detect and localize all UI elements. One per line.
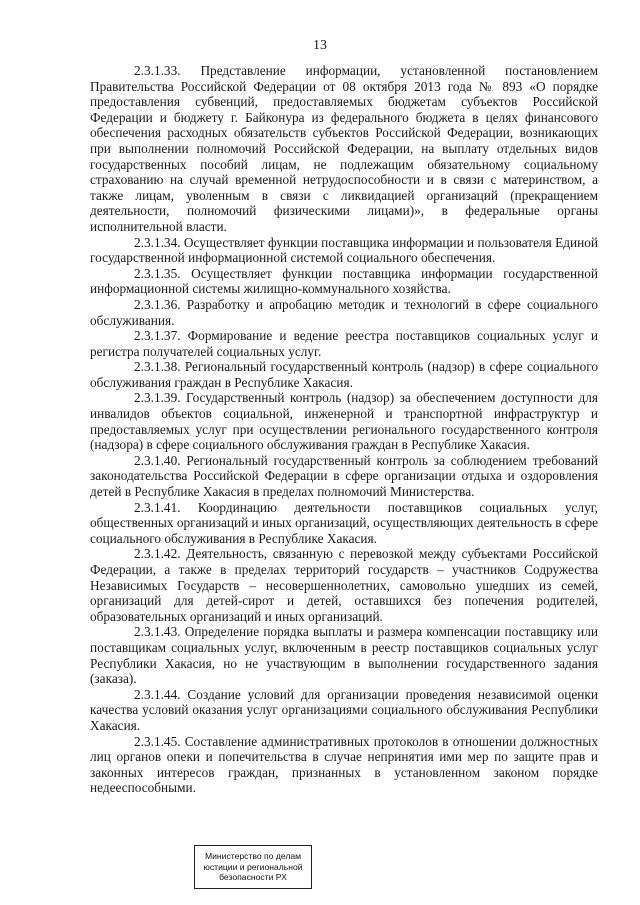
paragraph-2-3-1-41: 2.3.1.41. Координацию деятельности поставщиков социальных услуг, общественных организаций и иных организаций, осуществляющих деятельность в сфере социального обслуживания в Республике Хакасия. bbox=[90, 499, 598, 546]
paragraph-2-3-1-45: 2.3.1.45. Составление административных протоколов в отношении должностных лиц органов опеки и попечительства в случае непринятия ими мер по защите прав и законных интересов граждан, признанных в установленном законом порядке недееспособными. bbox=[90, 733, 598, 796]
stamp-line: Министерство по делам bbox=[204, 851, 302, 862]
document-body bbox=[90, 63, 598, 796]
paragraph-2-3-1-44: 2.3.1.44. Создание условий для организации проведения независимой оценки качества условий оказания услуг организациями социального обслуживания Республики Хакасия. bbox=[90, 686, 598, 733]
paragraph-2-3-1-42: 2.3.1.42. Деятельность, связанную с перевозкой между субъектами Российской Федерации, а также в пределах территорий государств – участников Содружества Независимых Государств – несовершеннолетних, самовольно ушедших из семей, организаций для детей-сирот и детей, оставшихся без попечения родителей, образовательных организаций и иных организаций. bbox=[90, 546, 598, 624]
ministry-stamp bbox=[194, 845, 312, 889]
paragraph-2-3-1-36: 2.3.1.36. Разработку и апробацию методик и технологий в сфере социального обслуживания. bbox=[90, 296, 598, 328]
paragraph-2-3-1-43: 2.3.1.43. Определение порядка выплаты и размера компенсации поставщику или поставщикам социальных услуг, включенным в реестр поставщиков социальных услуг Республики Хакасия, но не участвующим в выполнении государственного задания (заказа). bbox=[90, 624, 598, 687]
paragraph-2-3-1-39: 2.3.1.39. Государственный контроль (надзор) за обеспечением доступности для инвалидов объектов социальной, инженерной и транспортной инфраструктур и предоставляемых услуг при осуществлении регионального государственного контроля (надзора) в сфере социального обслуживания граждан в Республике Хакасия. bbox=[90, 390, 598, 453]
paragraph-2-3-1-34: 2.3.1.34. Осуществляет функции поставщика информации и пользователя Единой государственной информационной системой социального обеспечения. bbox=[90, 234, 598, 266]
stamp-line: безопасности РХ bbox=[219, 872, 287, 883]
paragraph-2-3-1-35: 2.3.1.35. Осуществляет функции поставщика информации государственной информационной системы жилищно-коммунального хозяйства. bbox=[90, 265, 598, 297]
page-number: 13 bbox=[313, 38, 327, 53]
paragraph-2-3-1-37: 2.3.1.37. Формирование и ведение реестра поставщиков социальных услуг и регистра получателей социальных услуг. bbox=[90, 328, 598, 359]
paragraph-2-3-1-38: 2.3.1.38. Региональный государственный контроль (надзор) в сфере социального обслуживания граждан в Республике Хакасия. bbox=[90, 359, 598, 390]
stamp-line: юстиции и региональной bbox=[203, 861, 303, 872]
paragraph-2-3-1-33: 2.3.1.33. Представление информации, установленной постановлением Правительства Российской Федерации от 08 октября 2013 года № 893 «О порядке предоставления субвенций, предоставляемых бюджетам субъектов Российской Федерации и бюджету г. Байконура из федерального бюджета в целях финансового обеспечения расходных обязательств субъектов Российской Федерации, возникающих при выполнении полномочий Российской Федерации, на выплату отдельных видов государственных пособий лицам, не подлежащим обязательному социальному страхованию на случай временной нетрудоспособности и в связи с материнством, а также лицам, уволенным в связи с ликвидацией организаций (прекращением деятельности, полномочий физическими лицами)», в федеральные органы исполнительной власти. bbox=[90, 63, 598, 234]
paragraph-2-3-1-40: 2.3.1.40. Региональный государственный контроль за соблюдением требований законодательства Российской Федерации в сфере организации отдыха и оздоровления детей в Республике Хакасия в пределах полномочий Министерства. bbox=[90, 452, 598, 500]
